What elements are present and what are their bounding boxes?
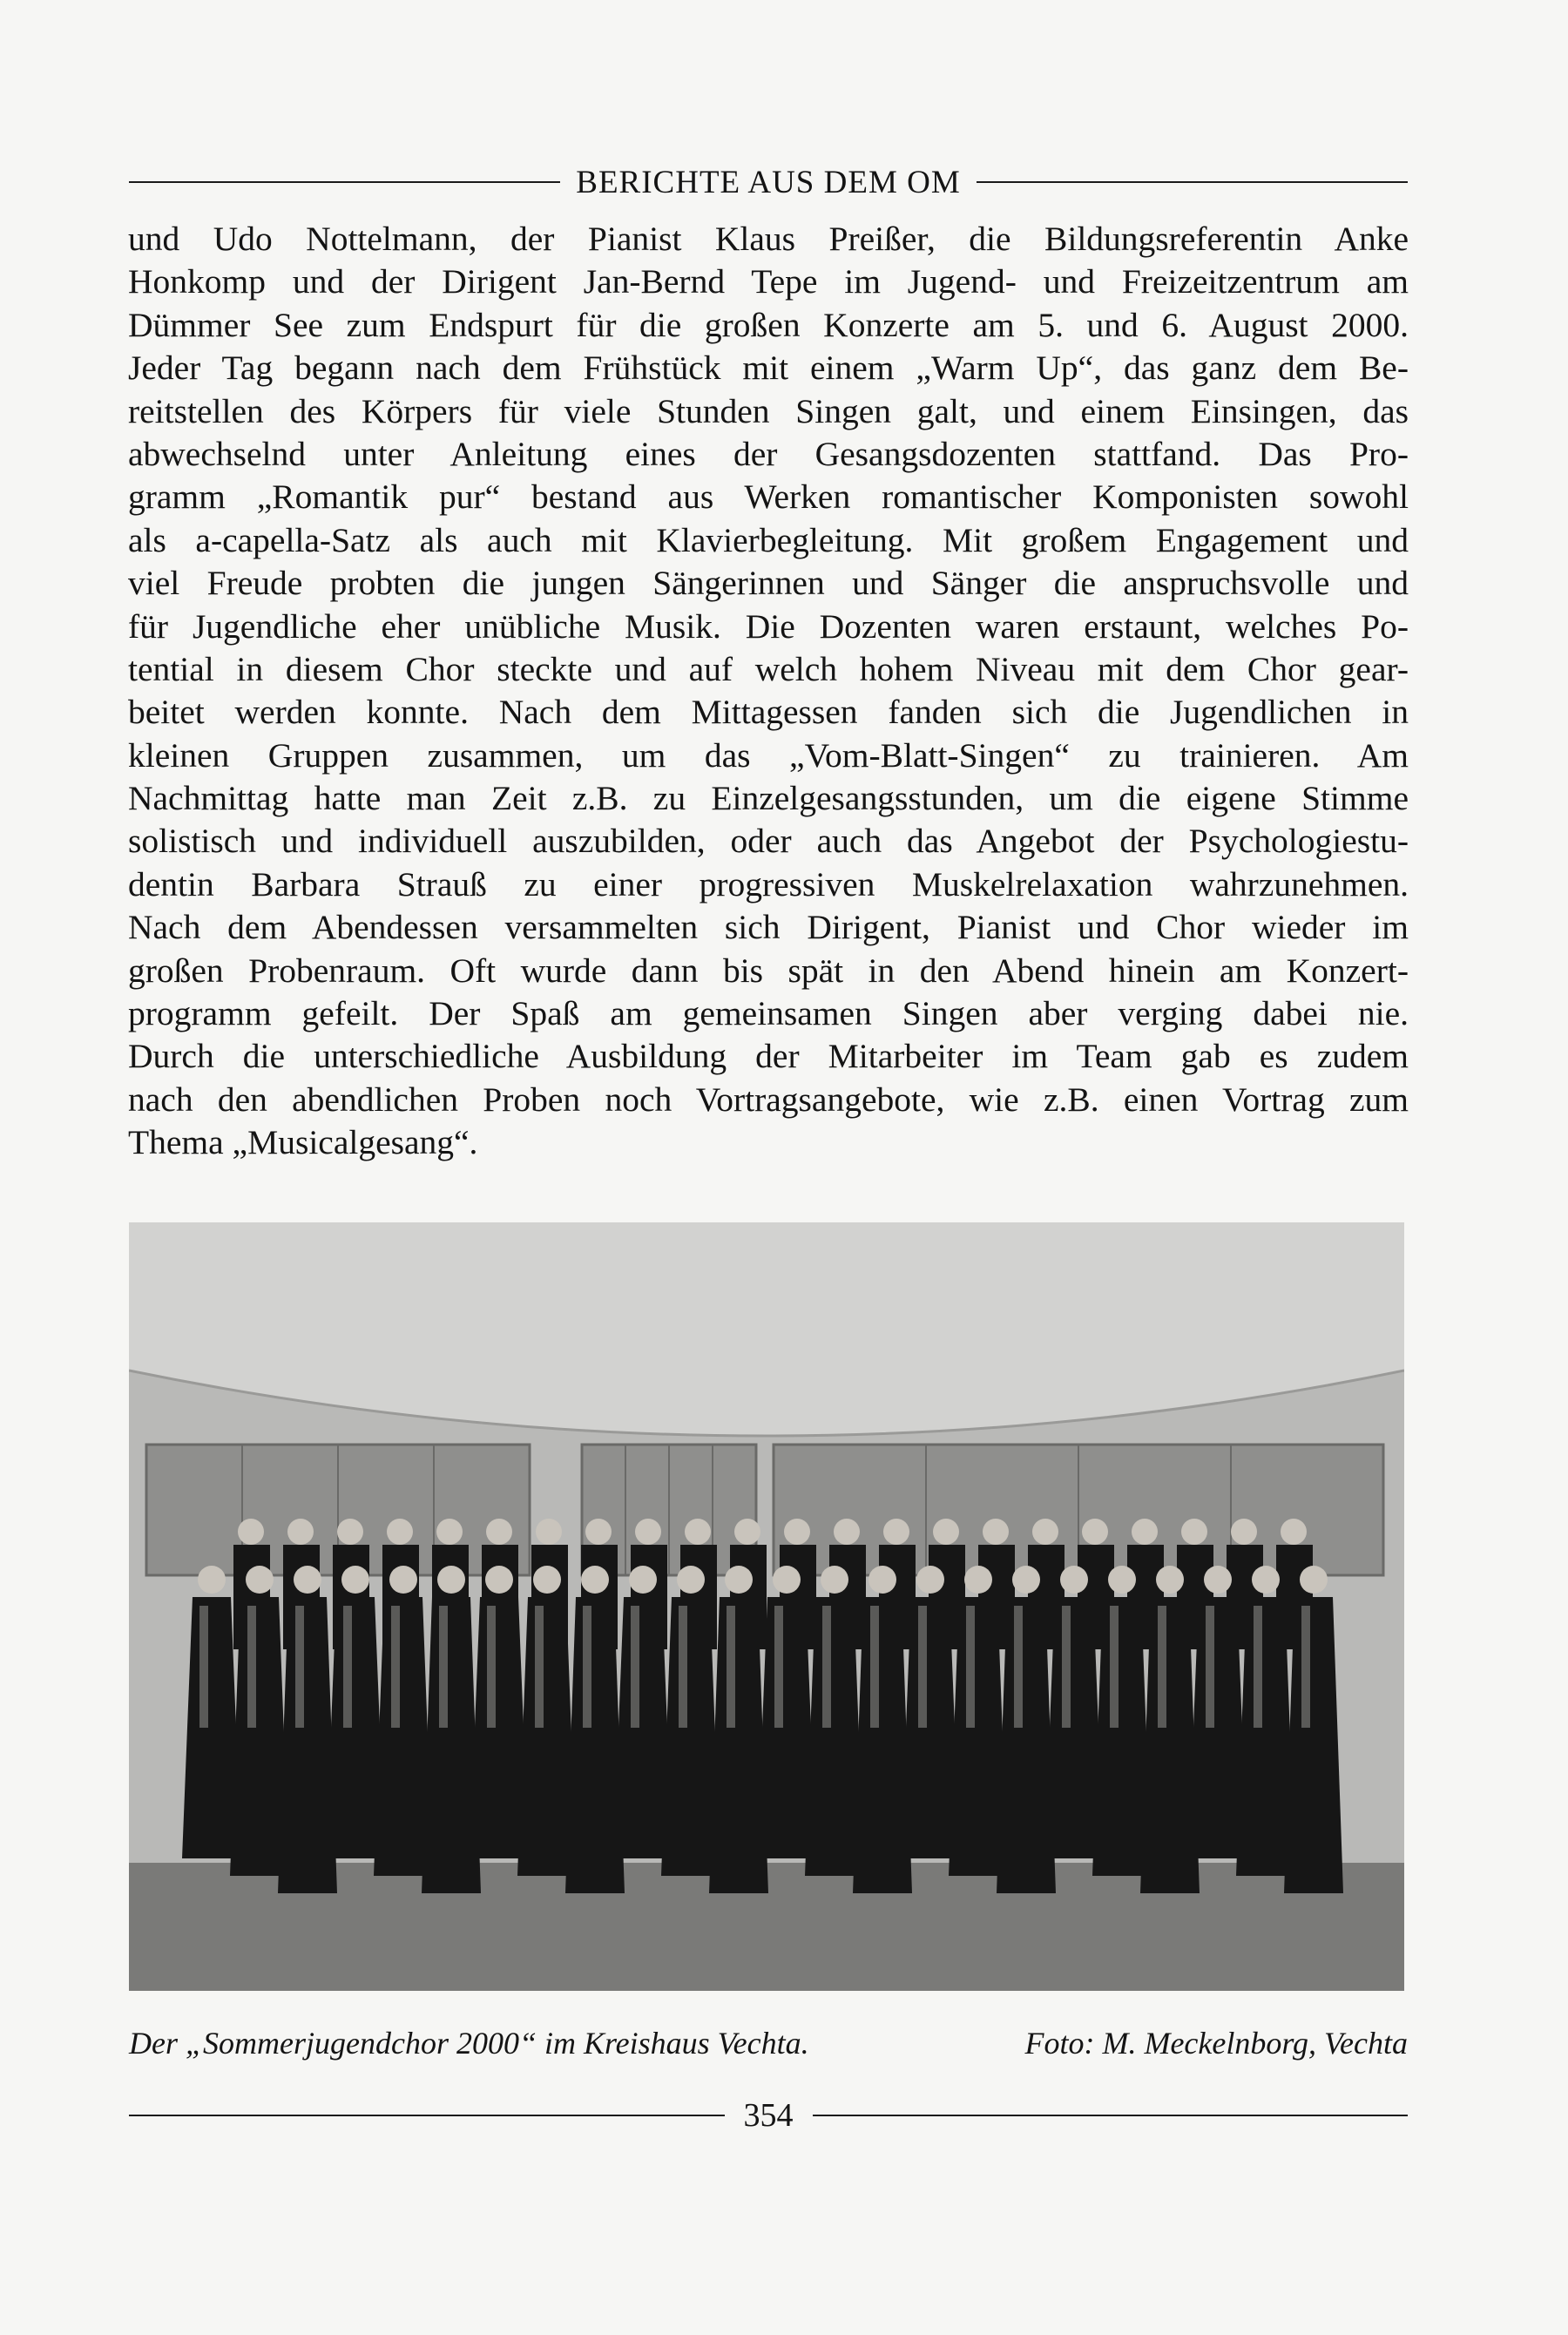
singer-back-row-head (1132, 1519, 1158, 1545)
body-line: nach den abendlichen Proben noch Vortragsangebote, wie z.B. einen Vortrag zum (128, 1080, 1409, 1119)
body-text (128, 218, 1409, 1165)
singer-scarf (966, 1606, 975, 1728)
singer-head (198, 1566, 226, 1594)
singer-scarf (1158, 1606, 1166, 1728)
singer-back-row-head (486, 1519, 512, 1545)
singer-scarf (774, 1606, 783, 1728)
singer-head (1300, 1566, 1328, 1594)
singer-head (1060, 1566, 1088, 1594)
page-number: 354 (743, 2097, 794, 2134)
singer-head (1156, 1566, 1184, 1594)
singer-back-row-head (1231, 1519, 1257, 1545)
body-line: abwechselnd unter Anleitung eines der Gesangsdozenten stattfand. Das Pro- (128, 434, 1409, 473)
body-line: Dümmer See zum Endspurt für die großen Konzerte am 5. und 6. August 2000. (128, 305, 1409, 344)
singer-head (1012, 1566, 1040, 1594)
body-line: als a-capella-Satz als auch mit Klavierbegleitung. Mit großem Engagement und (128, 520, 1409, 559)
singer-scarf (1110, 1606, 1119, 1728)
singer-head (964, 1566, 992, 1594)
singer-scarf (679, 1606, 687, 1728)
header-rule-right (977, 181, 1408, 183)
singer-scarf (727, 1606, 735, 1728)
choir-photo-illustration (129, 1222, 1404, 1991)
singer-head (916, 1566, 944, 1594)
body-line: dentin Barbara Strauß zu einer progressiven Muskelrelaxation wahrzunehmen. (128, 864, 1409, 904)
singer-head (437, 1566, 465, 1594)
body-line: Jeder Tag begann nach dem Frühstück mit einem „Warm Up“, das ganz dem Be- (128, 349, 1409, 388)
singer-scarf (199, 1606, 208, 1728)
singer-scarf (631, 1606, 639, 1728)
singer-head (533, 1566, 561, 1594)
body-line: reitstellen des Körpers für viele Stunden Singen galt, und einem Einsingen, das (128, 391, 1409, 430)
singer-back-row-head (287, 1519, 314, 1545)
body-line: viel Freude probten die jungen Sängerinnen und Sänger die anspruchsvolle und (128, 564, 1409, 603)
body-line: beitet werden konnte. Nach dem Mittagessen fanden sich die Jugendlichen in (128, 693, 1409, 732)
singer-head (1204, 1566, 1232, 1594)
body-line: großen Probenraum. Oft wurde dann bis spät in den Abend hinein am Konzert- (128, 951, 1409, 990)
singer-scarf (918, 1606, 927, 1728)
singer-scarf (1301, 1606, 1310, 1728)
running-header (129, 159, 1408, 205)
body-line: für Jugendliche eher unübliche Musik. Die Dozenten waren erstaunt, welches Po- (128, 606, 1409, 646)
singer-back-row-head (933, 1519, 959, 1545)
singer-head (821, 1566, 848, 1594)
singer-scarf (583, 1606, 591, 1728)
singer-head (246, 1566, 274, 1594)
body-line-last: Thema „Musicalgesang“. (128, 1123, 478, 1162)
singer-back-row-head (1181, 1519, 1207, 1545)
singer-head (341, 1566, 369, 1594)
singer-back-row-head (238, 1519, 264, 1545)
singer-scarf (487, 1606, 496, 1728)
singer-scarf (822, 1606, 831, 1728)
running-header-title: BERICHTE AUS DEM OM (576, 164, 961, 200)
body-line: Honkomp und der Dirigent Jan-Bernd Tepe im Jugend- und Freizeitzentrum am (128, 262, 1409, 301)
singer-back-row-head (883, 1519, 909, 1545)
body-line: Nach dem Abendessen versammelten sich Dirigent, Pianist und Chor wieder im (128, 908, 1409, 947)
photo-caption (129, 2021, 1408, 2065)
singer-scarf (391, 1606, 400, 1728)
singer-head (581, 1566, 609, 1594)
singer-back-row-head (337, 1519, 363, 1545)
singer-back-row-head (1082, 1519, 1108, 1545)
body-line: programm gefeilt. Der Spaß am gemeinsamen Singen aber verging dabei nie. (128, 994, 1409, 1033)
singer-back-row-head (387, 1519, 413, 1545)
singer-scarf (870, 1606, 879, 1728)
body-line: tential in diesem Chor steckte und auf welch hohem Niveau mit dem Chor gear- (128, 649, 1409, 688)
body-line: Durch die unterschiedliche Ausbildung der Mitarbeiter im Team gab es zudem (128, 1037, 1409, 1076)
singer-back-row-head (585, 1519, 612, 1545)
singer-head (1108, 1566, 1136, 1594)
body-line: Nachmittag hatte man Zeit z.B. zu Einzelgesangsstunden, um die eigene Stimme (128, 779, 1409, 818)
page-footer (129, 2093, 1408, 2138)
header-rule-left (129, 181, 560, 183)
singer-back-row-head (734, 1519, 760, 1545)
singer-back-row-head (1032, 1519, 1058, 1545)
singer-scarf (295, 1606, 304, 1728)
singer-head (294, 1566, 321, 1594)
singer-scarf (247, 1606, 256, 1728)
singer-head (389, 1566, 417, 1594)
singer-back-row-head (436, 1519, 463, 1545)
singer-back-row-head (834, 1519, 860, 1545)
singer-scarf (1206, 1606, 1214, 1728)
body-line: und Udo Nottelmann, der Pianist Klaus Preißer, die Bildungsreferentin Anke (128, 220, 1409, 258)
singer-back-row-head (1281, 1519, 1307, 1545)
singer-back-row-head (536, 1519, 562, 1545)
singer-scarf (535, 1606, 544, 1728)
body-line: solistisch und individuell auszubilden, oder auch das Angebot der Psychologiestu- (128, 822, 1409, 861)
caption-text: Der „Sommerjugendchor 2000“ im Kreishaus Vechta. (129, 2026, 809, 2061)
singer-back-row-head (635, 1519, 661, 1545)
singer-head (773, 1566, 801, 1594)
photo-credit: Foto: M. Meckelnborg, Vechta (1024, 2026, 1408, 2061)
singer-scarf (1254, 1606, 1262, 1728)
singer-head (1252, 1566, 1280, 1594)
body-line: kleinen Gruppen zusammen, um das „Vom-Blatt-Singen“ zu trainieren. Am (128, 735, 1409, 775)
footer-rule-left (129, 2115, 725, 2116)
singer-head (485, 1566, 513, 1594)
singer-head (725, 1566, 753, 1594)
singer-back-row-head (983, 1519, 1009, 1545)
singer-head (677, 1566, 705, 1594)
choir-photograph (129, 1222, 1404, 1991)
body-line: gramm „Romantik pur“ bestand aus Werken romantischer Komponisten sowohl (128, 477, 1409, 517)
singer-scarf (1014, 1606, 1023, 1728)
singer-scarf (439, 1606, 448, 1728)
singer-scarf (1062, 1606, 1071, 1728)
singer-head (868, 1566, 896, 1594)
footer-rule-right (813, 2115, 1409, 2116)
singer-back-row-head (784, 1519, 810, 1545)
singer-scarf (343, 1606, 352, 1728)
singer-head (629, 1566, 657, 1594)
singer-back-row-head (685, 1519, 711, 1545)
